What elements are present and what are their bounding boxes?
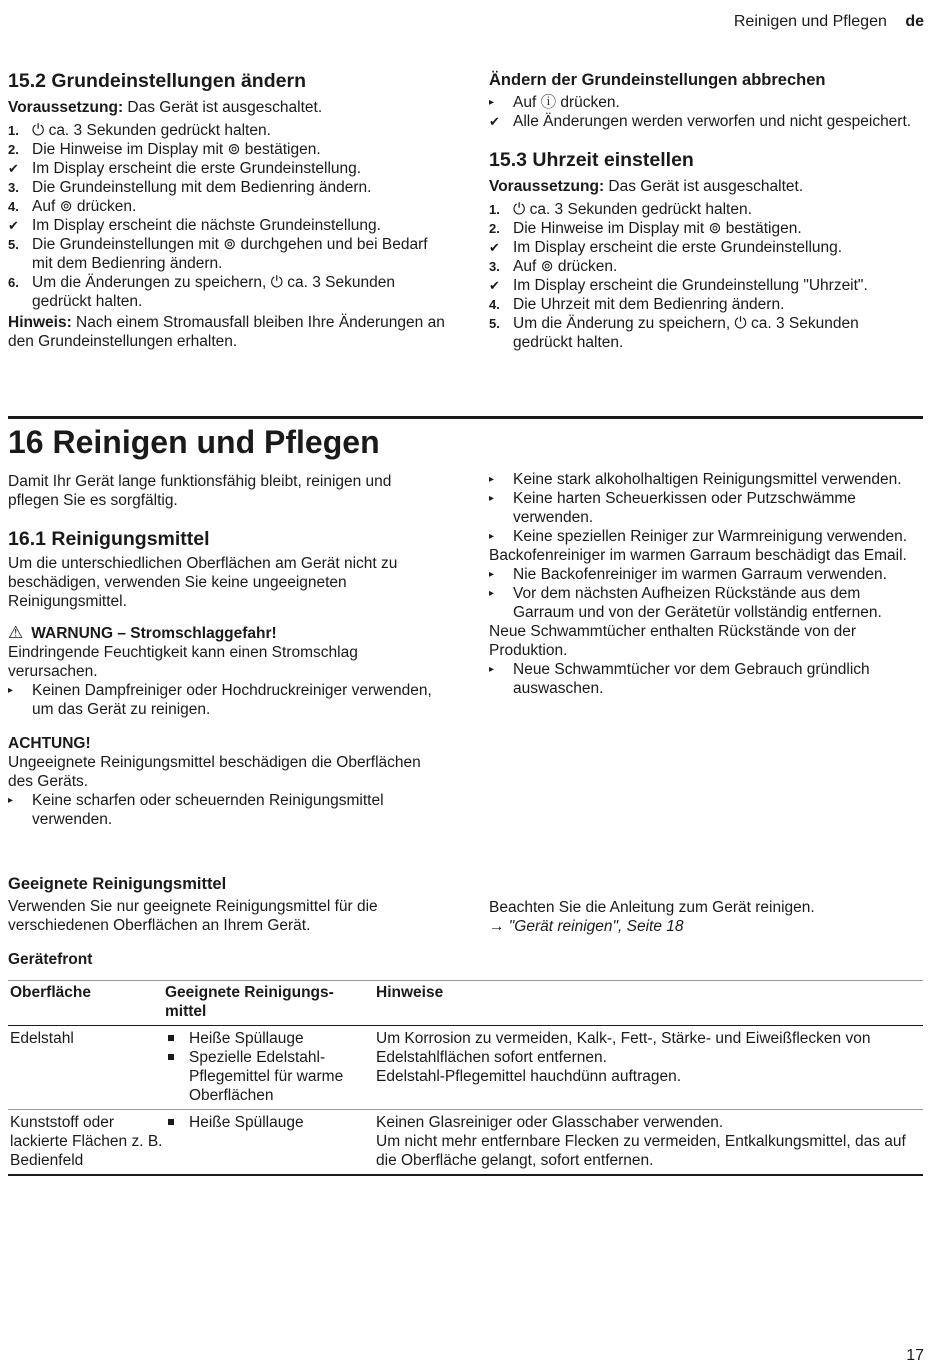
section-15-2 (8, 70, 446, 351)
step-item (489, 295, 921, 314)
action-text: Nie Backofenreiniger im warmen Garraum verwenden. (513, 566, 887, 583)
warning-triangle-icon: ⚠ (8, 623, 24, 642)
action-item (489, 584, 921, 622)
oven-steps (489, 565, 921, 622)
sponge-steps (489, 660, 921, 698)
action-text: Vor dem nächsten Aufheizen Rückstände aus dem Garraum und von der Gerätetür vollständig entfernen. (513, 585, 882, 621)
section-16-1-title: 16.1 Reinigungsmittel (8, 528, 210, 550)
step-marker: 5. (8, 237, 19, 252)
chapter-16-right (489, 470, 921, 698)
arrow-icon: ▸ (489, 664, 495, 675)
subhead-device-front: Gerätefront (8, 951, 93, 968)
cell-surface: Kunststoff oder lackierte Flächen z. B. Bedienfeld (8, 1110, 163, 1176)
cell-notes (374, 1110, 923, 1176)
action-item (489, 527, 921, 546)
action-item (8, 681, 446, 719)
attention-title: ACHTUNG! (8, 735, 91, 752)
cell-notes (374, 1026, 923, 1110)
table-header-notes: Hinweise (374, 981, 923, 1026)
header-language: de (905, 13, 924, 30)
action-text: Keinen Dampfreiniger oder Hochdruckreiniger verwenden, um das Gerät zu reinigen. (32, 682, 432, 718)
step-marker: 3. (489, 259, 500, 274)
step-marker: 3. (8, 180, 19, 195)
agent-item: Heiße Spüllauge (165, 1029, 374, 1048)
note-label: Hinweis: (8, 314, 72, 331)
step-marker: 6. (8, 275, 19, 290)
step-marker: 5. (489, 316, 500, 331)
step-item (8, 273, 446, 311)
action-text: Keine speziellen Reiniger zur Warmreinigung verwenden. (513, 528, 908, 545)
chapter-16-title: 16 Reinigen und Pflegen (8, 424, 380, 460)
step-marker: 1. (8, 123, 19, 138)
table-header-row (8, 981, 923, 1026)
precondition-label: Voraussetzung: (8, 99, 124, 116)
cancel-settings-title: Ändern der Grundeinstellungen abbrechen (489, 71, 826, 89)
step-item (8, 140, 446, 159)
warning-text: Eindringende Feuchtigkeit kann einen Stromschlag verursachen. (8, 644, 358, 680)
note (8, 313, 446, 351)
suitable-cleaners-text: Verwenden Sie nur geeignete Reinigungsmittel für die verschiedenen Oberflächen an Ihrem Gerät. (8, 898, 378, 934)
action-text: Keine harten Scheuerkissen oder Putzschwämme verwenden. (513, 490, 856, 526)
step-text: Um die Änderungen zu speichern, ⏻ ca. 3 Sekunden gedrückt halten. (32, 274, 395, 310)
section-15-2-title: 15.2 Grundeinstellungen ändern (8, 70, 306, 92)
warning-heading (8, 623, 446, 643)
action-text: Auf ⓘ drücken. (513, 94, 620, 111)
step-text: Die Uhrzeit mit dem Bedienring ändern. (513, 296, 785, 313)
agent-item: Spezielle Edelstahl-Pflegemittel für warme Oberflächen (165, 1048, 374, 1105)
check-icon: ✔ (8, 161, 19, 176)
action-item (8, 791, 446, 829)
chapter-intro: Damit Ihr Gerät lange funktionsfähig bleibt, reinigen und pflegen Sie es sorgfältig. (8, 473, 392, 509)
step-marker: 2. (489, 221, 500, 236)
step-text: Die Grundeinstellung mit dem Bedienring ändern. (32, 179, 372, 196)
step-item (8, 121, 446, 140)
attention-steps-right (489, 470, 921, 546)
cell-agents (163, 1026, 374, 1110)
result-text: Im Display erscheint die nächste Grundeinstellung. (32, 217, 381, 234)
note-line: Keinen Glasreiniger oder Glasschaber verwenden. (376, 1114, 724, 1131)
agent-item: Heiße Spüllauge (165, 1113, 374, 1132)
result-text: Alle Änderungen werden verworfen und nicht gespeichert. (513, 113, 912, 130)
step-item (489, 257, 921, 276)
check-icon: ✔ (8, 218, 19, 233)
cancel-settings (489, 70, 921, 352)
action-item (489, 470, 921, 489)
step-item (489, 219, 921, 238)
table-row (8, 1110, 923, 1176)
step-text: Die Hinweise im Display mit ⊚ bestätigen. (513, 220, 802, 237)
arrow-icon: ▸ (8, 795, 14, 806)
step-text: Auf ⊚ drücken. (513, 258, 618, 275)
check-icon: ✔ (489, 240, 500, 255)
section-16-1-intro: Um die unterschiedlichen Oberflächen am Gerät nicht zu beschädigen, verwenden Sie keine ungeeigneten Reinigungsmittel. (8, 555, 398, 610)
result-item (489, 276, 921, 295)
result-text: Im Display erscheint die Grundeinstellung "Uhrzeit". (513, 277, 868, 294)
arrow-icon: ▸ (489, 493, 495, 504)
step-text: Die Grundeinstellungen mit ⊚ durchgehen und bei Bedarf mit dem Bedienring ändern. (32, 236, 428, 272)
page-number: 17 (906, 1347, 924, 1364)
table-header-agents: Geeignete Reinigungs-mittel (163, 981, 374, 1026)
result-text: Im Display erscheint die erste Grundeinstellung. (513, 239, 843, 256)
warning-title: WARNUNG – Stromschlaggefahr! (31, 625, 277, 642)
attention-text: Ungeeignete Reinigungsmittel beschädigen die Oberflächen des Geräts. (8, 754, 421, 790)
table-row (8, 1026, 923, 1110)
arrow-icon: ▸ (489, 569, 495, 580)
action-item (489, 565, 921, 584)
note-line: Um nicht mehr entfernbare Flecken zu vermeiden, Entkalkungsmittel, das auf die Oberfläche gelangt, sofort entfernen. (376, 1133, 906, 1169)
section-15-2-steps (8, 121, 446, 311)
check-icon: ✔ (489, 278, 500, 293)
step-text: Die Hinweise im Display mit ⊚ bestätigen. (32, 141, 321, 158)
step-marker: 4. (8, 199, 19, 214)
suitable-cleaners-title: Geeignete Reinigungsmittel (8, 875, 227, 893)
result-text: Im Display erscheint die erste Grundeinstellung. (32, 160, 362, 177)
step-text: ⏻ ca. 3 Sekunden gedrückt halten. (32, 122, 271, 139)
sponge-text: Neue Schwammtücher enthalten Rückstände von der Produktion. (489, 623, 857, 659)
step-marker: 2. (8, 142, 19, 157)
step-item (8, 235, 446, 273)
attention-steps-left (8, 791, 446, 829)
step-text: Auf ⊚ drücken. (32, 198, 137, 215)
suitable-cleaners-ref (489, 898, 921, 936)
step-item (8, 197, 446, 216)
arrow-icon: ▸ (489, 531, 495, 542)
arrow-icon: ▸ (489, 588, 495, 599)
cleaning-table (8, 980, 923, 1176)
cross-reference-link[interactable]: → "Gerät reinigen", Seite 18 (489, 918, 684, 935)
precondition-text: Das Gerät ist ausgeschaltet. (123, 99, 323, 116)
note-line: Edelstahl-Pflegemittel hauchdünn auftragen. (376, 1068, 682, 1085)
reference-text: Beachten Sie die Anleitung zum Gerät reinigen. (489, 899, 815, 916)
cell-surface: Edelstahl (8, 1026, 163, 1110)
action-item (489, 489, 921, 527)
note-text: Nach einem Stromausfall bleiben Ihre Änderungen an den Grundeinstellungen erhalten. (8, 314, 445, 350)
step-item (489, 200, 921, 219)
result-item (489, 238, 921, 257)
result-item (8, 216, 446, 235)
page-header (734, 12, 924, 31)
cancel-steps (489, 93, 921, 131)
arrow-icon: ▸ (489, 474, 495, 485)
result-item (489, 112, 921, 131)
table-header-surface: Oberfläche (8, 981, 163, 1026)
suitable-cleaners (8, 874, 446, 969)
note-line: Um Korrosion zu vermeiden, Kalk-, Fett-, Stärke- und Eiweißflecken von Edelstahlflächen sofort entfernen. (376, 1030, 871, 1066)
action-item (489, 93, 921, 112)
oven-cleaner-text: Backofenreiniger im warmen Garraum beschädigt das Email. (489, 547, 907, 564)
result-item (8, 159, 446, 178)
warning-steps (8, 681, 446, 719)
arrow-icon: ▸ (8, 685, 14, 696)
step-marker: 4. (489, 297, 500, 312)
chapter-divider (8, 416, 923, 419)
step-item (8, 178, 446, 197)
action-text: Keine scharfen oder scheuernden Reinigungsmittel verwenden. (32, 792, 384, 828)
header-section-title: Reinigen und Pflegen (733, 13, 887, 30)
step-marker: 1. (489, 202, 500, 217)
section-15-3-precondition (489, 177, 921, 196)
action-item (489, 660, 921, 698)
step-item (489, 314, 921, 352)
section-15-2-precondition (8, 98, 446, 117)
section-15-3-steps (489, 200, 921, 352)
cell-agents (163, 1110, 374, 1176)
precondition-label: Voraussetzung: (489, 178, 605, 195)
chapter-16-left (8, 472, 446, 829)
action-text: Neue Schwammtücher vor dem Gebrauch gründlich auswaschen. (513, 661, 870, 697)
step-text: Um die Änderung zu speichern, ⏻ ca. 3 Sekunden gedrückt halten. (513, 315, 859, 351)
arrow-icon: ▸ (489, 97, 495, 108)
check-icon: ✔ (489, 114, 500, 129)
step-text: ⏻ ca. 3 Sekunden gedrückt halten. (513, 201, 752, 218)
action-text: Keine stark alkoholhaltigen Reinigungsmittel verwenden. (513, 471, 902, 488)
section-15-3-title: 15.3 Uhrzeit einstellen (489, 149, 694, 171)
precondition-text: Das Gerät ist ausgeschaltet. (604, 178, 804, 195)
